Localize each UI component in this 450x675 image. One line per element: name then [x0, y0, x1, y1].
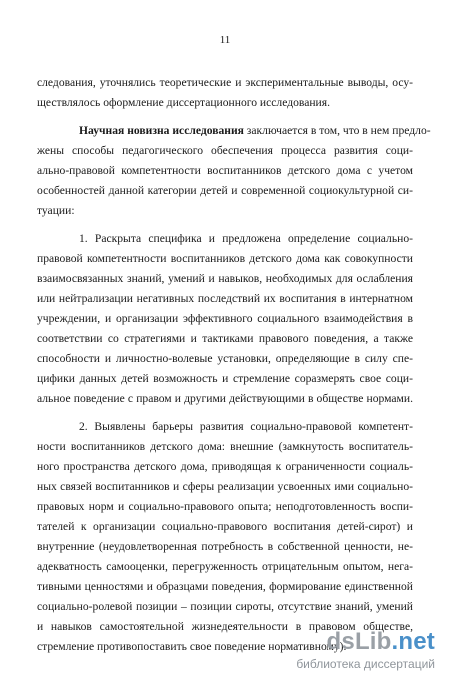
text-line: следования, уточнялись теоретические и экспериментальные выводы, осу- — [37, 76, 413, 89]
text-line: правовой компетентности воспитанников детского дома как совокупности — [37, 252, 413, 265]
text-line: 1. Раскрыта специфика и предложена определение социально- — [79, 232, 413, 245]
text-line: тателей к организации социально-правового воспитания детей-сирот) и — [37, 520, 413, 533]
text-line: соответствии со стратегиями и тактиками правового поведения, а также — [37, 332, 413, 345]
text-line: жены способы педагогического обеспечения процесса развития соци- — [37, 144, 413, 157]
dslib-logo: dsLib.net — [326, 628, 435, 655]
bold-term: Научная новизна исследования — [79, 124, 244, 137]
text-line: ществлялось оформление диссертационного исследования. — [37, 96, 330, 109]
text-line — [79, 124, 431, 138]
text-line: тивными ценностями и образцами поведения, формирование единственной — [37, 580, 413, 593]
page-number: 11 — [219, 34, 231, 46]
text-line: ных связей воспитанников и сферы реализации усвоенных ими социально- — [37, 480, 413, 493]
text-line: взаимосвязанных знаний, умений и навыков, необходимых для ослабления — [37, 272, 413, 285]
text-line: альное поведение с правом и другими действующими в обществе нормами. — [37, 392, 413, 405]
text-line: стремление противопоставить свое поведение нормативному). — [37, 640, 347, 653]
text-line: и навыков самостоятельной жизнедеятельности в правовом обществе, — [37, 620, 413, 633]
text-line: ально-правовой компетентности воспитанников детского дома с учетом — [37, 164, 413, 177]
text-line: или нейтрализации негативных последствий их воспитания в интернатном — [37, 292, 413, 305]
text-line: адекватность самооценки, перегруженность отрицательным опытом, нега- — [37, 560, 413, 573]
text-line: способности и личностно-волевые установки, определяющие в силу спе- — [37, 352, 413, 365]
text-line: учреждении, и организации эффективного социального взаимодействия в — [37, 312, 413, 325]
text-line: цифики данных детей возможность и стремление соразмерять свое соци- — [37, 372, 413, 385]
dslib-watermark — [271, 628, 441, 672]
text-line: ности воспитанников детского дома: внешние (замкнутость воспитатель- — [37, 440, 413, 453]
text-line: туации: — [37, 204, 75, 217]
text-line: социально-ролевой позиции – позиции сироты, отсутствие знаний, умений — [37, 600, 413, 613]
watermark-subtitle: библиотека диссертаций — [296, 657, 435, 671]
text-line: правовых норм и социально-правового опыта; неподготовленность воспи- — [37, 500, 413, 513]
text-line: ного пространства детского дома, приводящая к ограниченности социаль- — [37, 460, 413, 473]
text-line: 2. Выявлены барьеры развития социально-правовой компетент- — [79, 420, 413, 433]
text-line: особенностей данной категории детей и современной социокультурной си- — [37, 184, 413, 197]
text-line: внутренние (неудовлетворенная потребность в собственной ценности, не- — [37, 540, 413, 553]
line-text: заключается в том, что в нем предло- — [243, 124, 431, 137]
